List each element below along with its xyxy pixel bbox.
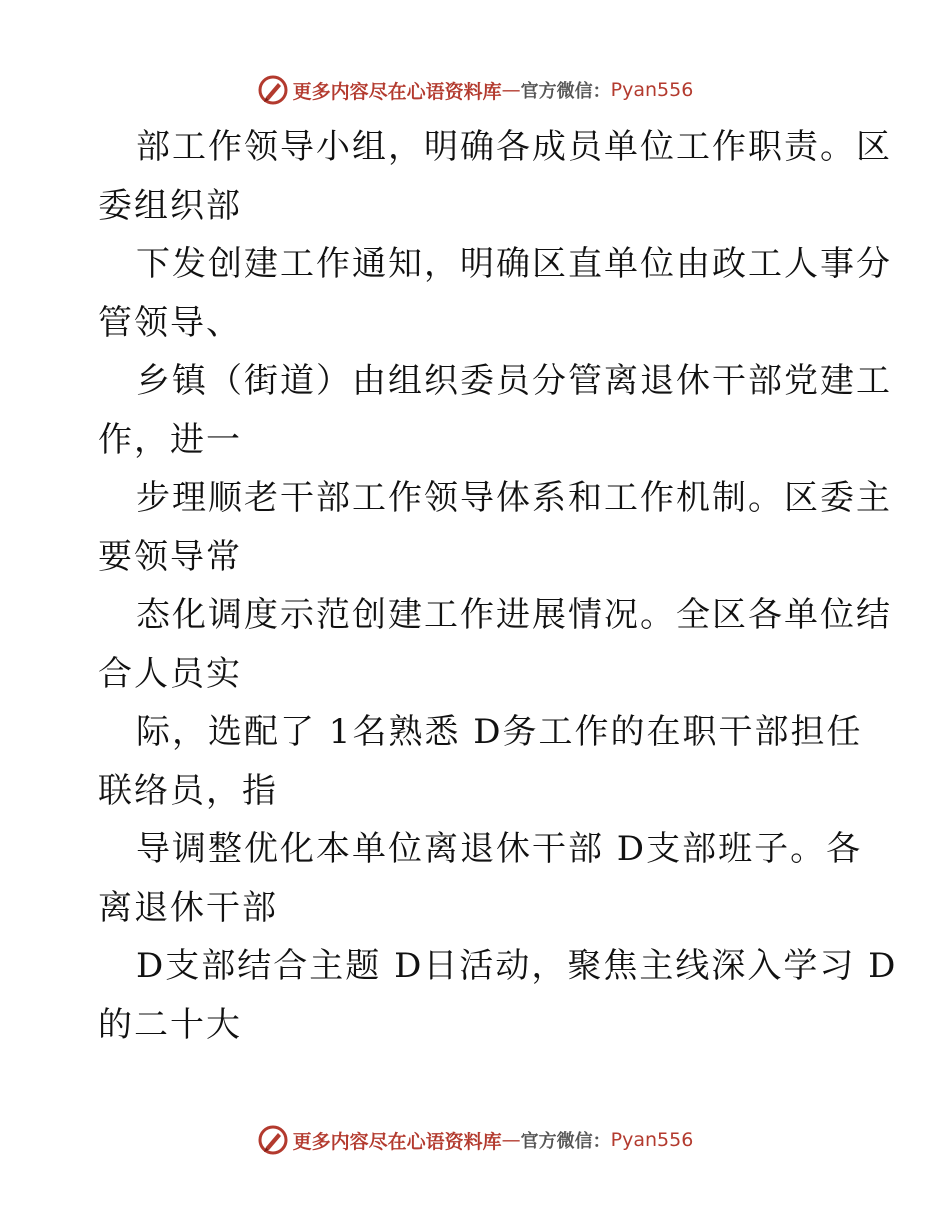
- watermark-wechat-id: Pyan556: [610, 1129, 694, 1151]
- watermark-main-text: 更多内容尽在心语资料库: [292, 80, 502, 103]
- body-line: 态化调度示范创建工作进展情况。全区各单位结: [136, 595, 892, 635]
- watermark-wechat-id: Pyan556: [610, 79, 694, 101]
- document-body: [98, 118, 898, 1054]
- body-line: 联络员，指: [98, 770, 278, 811]
- watermark-main-text: 更多内容尽在心语资料库: [292, 1130, 502, 1153]
- watermark-separator: —: [501, 1129, 521, 1151]
- watermark-separator: —: [501, 79, 521, 101]
- body-line: 下发创建工作通知，明确区直单位由政工人事分: [136, 244, 892, 284]
- footer-watermark: [0, 1120, 950, 1160]
- header-watermark: [0, 70, 950, 110]
- body-line: 作，进一: [98, 419, 242, 460]
- body-line: 导调整优化本单位离退休干部 D支部班子。各: [136, 829, 863, 869]
- pen-logo-icon: [257, 74, 289, 106]
- body-line: 离退休干部: [98, 887, 278, 928]
- watermark-sub-text: 官方微信：: [520, 1131, 611, 1152]
- body-line: 的二十大: [98, 1004, 242, 1045]
- body-line: 要领导常: [98, 536, 242, 577]
- pen-logo-icon: [257, 1124, 289, 1156]
- body-line: 委组织部: [98, 185, 242, 226]
- body-line: D支部结合主题 D日活动，聚焦主线深入学习 D: [136, 946, 898, 986]
- watermark-sub-text: 官方微信：: [520, 81, 611, 102]
- body-line: 合人员实: [98, 653, 242, 694]
- body-line: 乡镇（街道）由组织委员分管离退休干部党建工: [136, 361, 892, 401]
- body-line: 部工作领导小组，明确各成员单位工作职责。区: [136, 127, 892, 167]
- body-line: 步理顺老干部工作领导体系和工作机制。区委主: [136, 478, 892, 518]
- body-line: 际，选配了 1名熟悉 D务工作的在职干部担任: [136, 712, 863, 752]
- body-line: 管领导、: [98, 302, 242, 343]
